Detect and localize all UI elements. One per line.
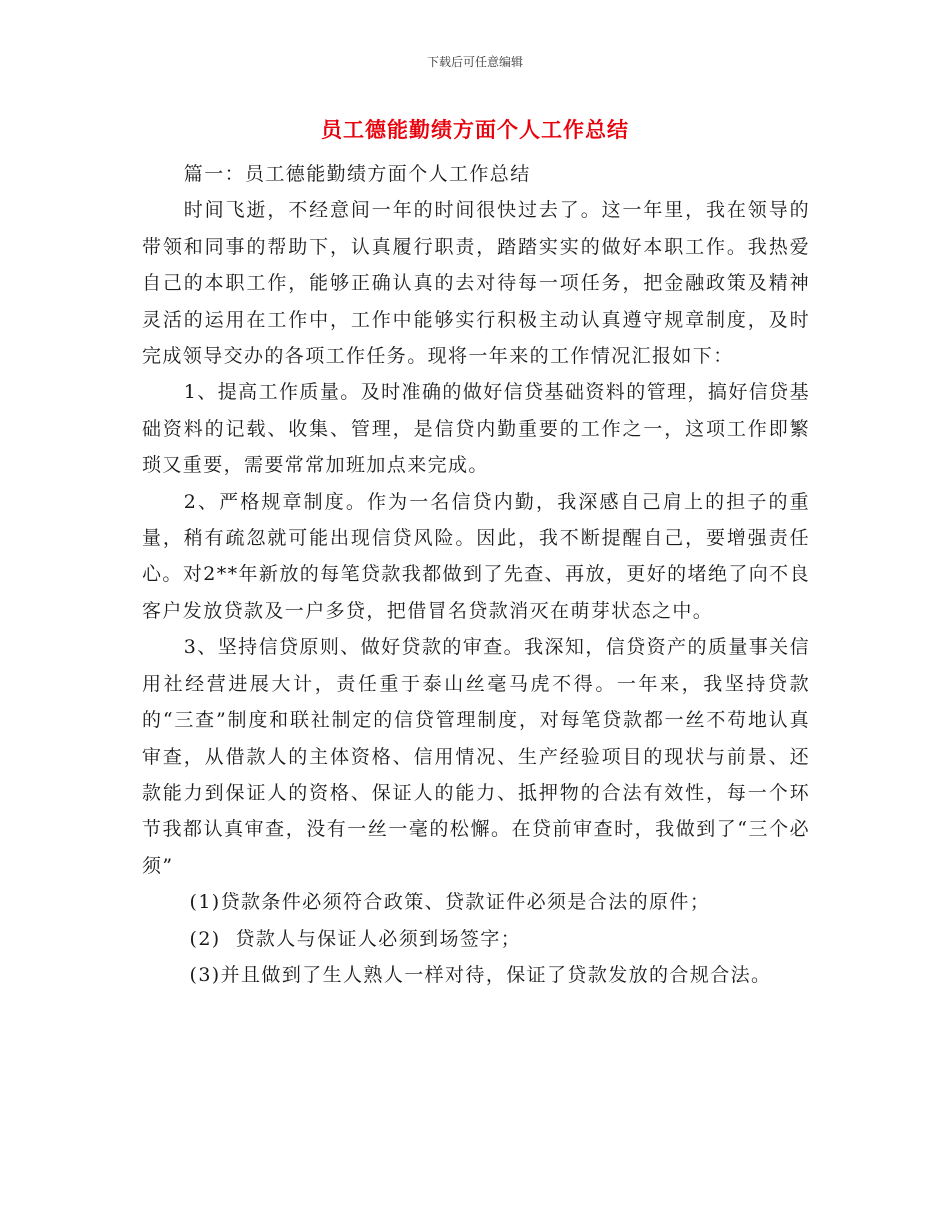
list-item-2: (2) 贷款人与保证人必须到场签字； (189, 927, 522, 950)
page-header: 下载后可任意编辑 (426, 55, 523, 69)
document-body (142, 156, 810, 993)
intro-paragraph: 时间飞逝，不经意间一年的时间很快过去了。这一年里，我在领导的带领和同事的帮助下，认真履行职责，踏踏实实的做好本职工作。我热爱自己的本职工作，能够正确认真的去对待每一项任务，把金融政策及精神灵活的运用在工作中，工作中能够实行积极主动认真遵守规章制度，及时完成领导交办的各项工作任务。现将一年来的工作情况汇报如下： (142, 199, 810, 368)
list-item-1: (1)贷款条件必须符合政策、贷款证件必须是合法的原件； (189, 891, 711, 914)
document-title: 员工德能勤绩方面个人工作总结 (321, 118, 629, 142)
paragraph-item-1: 1、提高工作质量。及时准确的做好信贷基础资料的管理，搞好信贷基础资料的记载、收集、管理，是信贷内勤重要的工作之一，这项工作即繁琐又重要，需要常常加班加点来完成。 (142, 381, 810, 477)
section-heading: 篇一：员工德能勤绩方面个人工作总结 (183, 163, 531, 185)
paragraph-item-3: 3、坚持信贷原则、做好贷款的审查。我深知，信贷资产的质量事关信用社经营进展大计，责任重于泰山丝毫马虎不得。一年来，我坚持贷款的“三查”制度和联社制定的信贷管理制度，对每笔贷款都一丝不苟地认真审查，从借款人的主体资格、信用情况、生产经验项目的现状与前景、还款能力到保证人的资格、保证人的能力、抵押物的合法有效性，每一个环节我都认真审查，没有一丝一毫的松懈。在贷前审查时，我做到了“三个必须” (142, 636, 810, 877)
list-item-3: (3)并且做到了生人熟人一样对待，保证了贷款发放的合规合法。 (189, 963, 772, 986)
paragraph-item-2: 2、严格规章制度。作为一名信贷内勤，我深感自己肩上的担子的重量，稍有疏忽就可能出现信贷风险。因此，我不断提醒自己，要增强责任心。对2**年新放的每笔贷款我都做到了先查、再放，更好的堵绝了向不良客户发放贷款及一户多贷，把借冒名贷款消灭在萌芽状态之中。 (142, 490, 810, 622)
